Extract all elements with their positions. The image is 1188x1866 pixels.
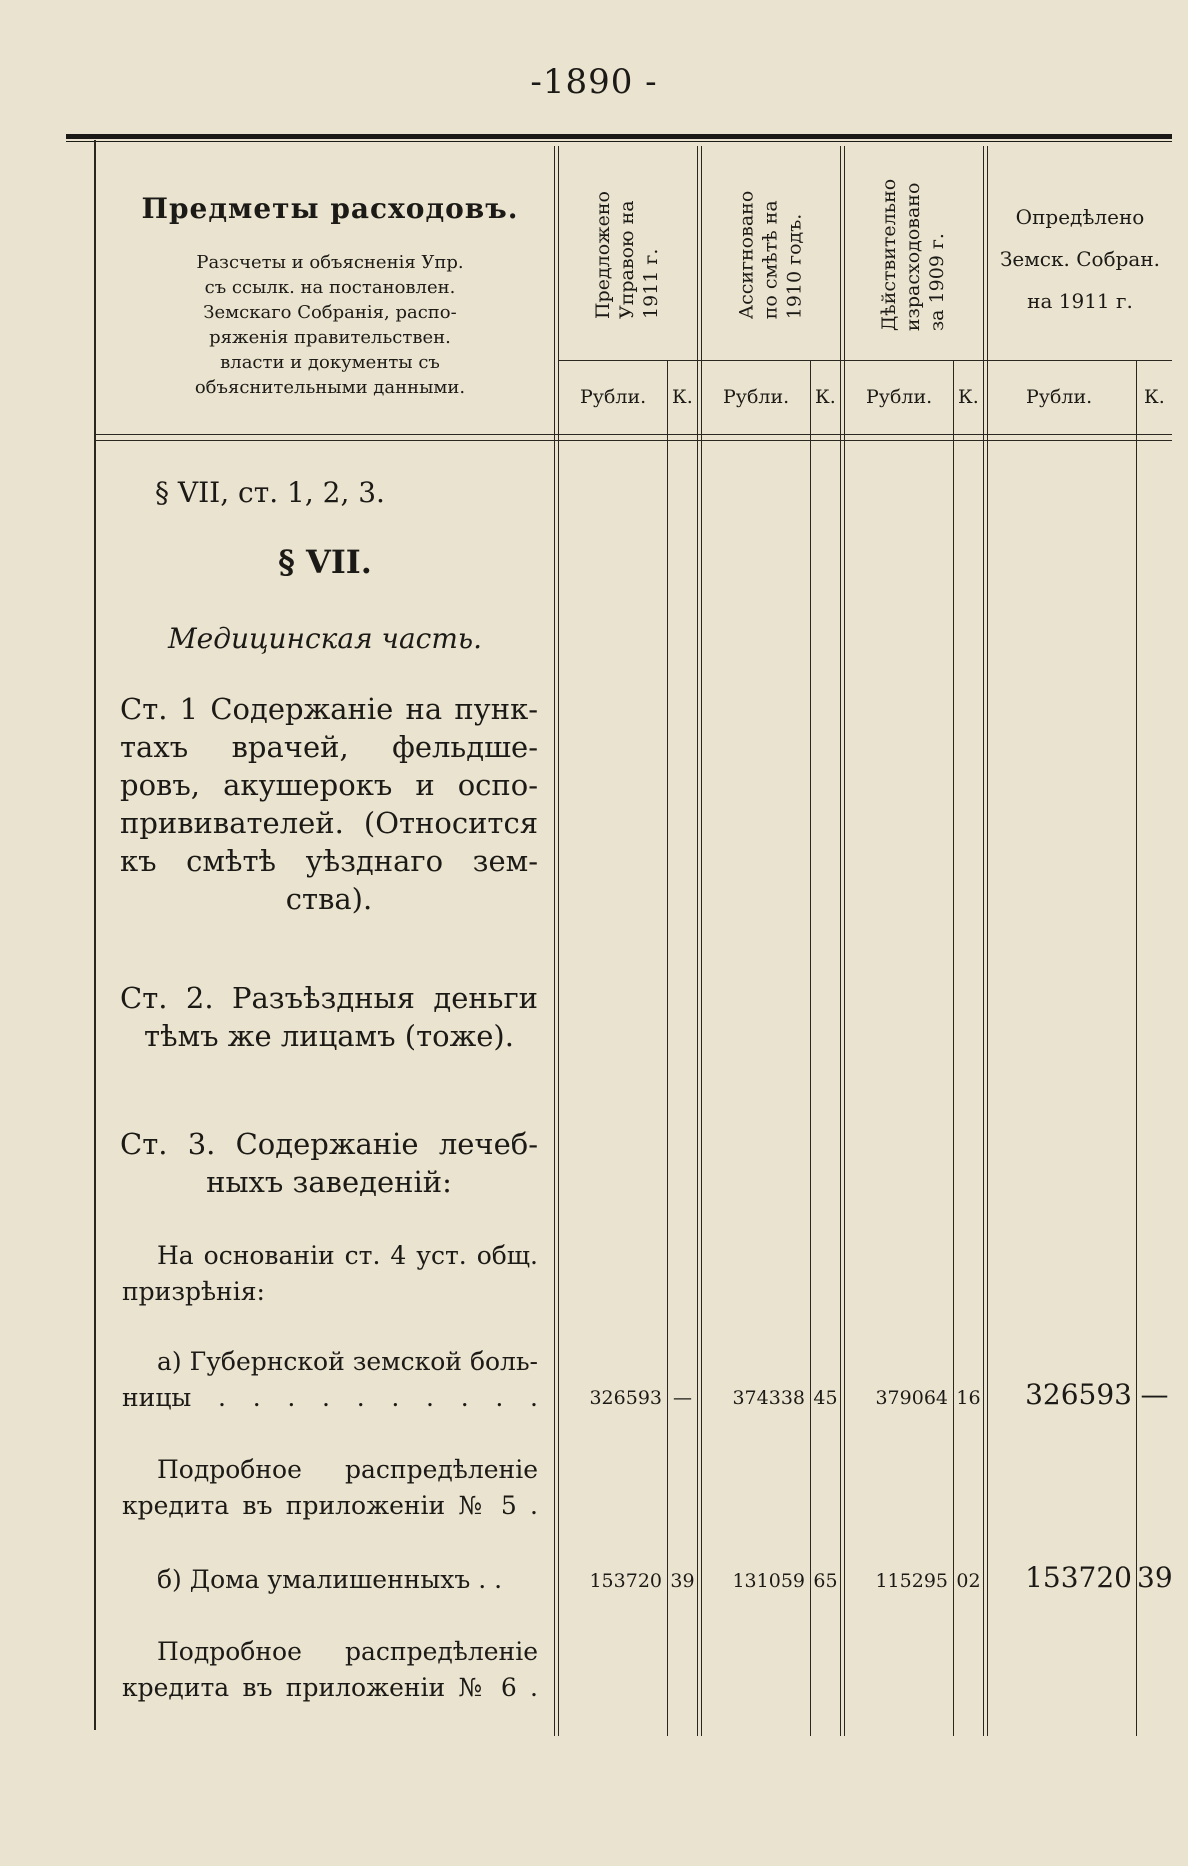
col-line-2b [701, 146, 702, 1736]
col-line-3k [953, 360, 954, 1736]
row-b-approved-rubles: 153720 [1025, 1561, 1132, 1594]
unit-kop-2: К. [815, 386, 836, 408]
row-a-spent-kop: 16 [956, 1387, 981, 1409]
header-bottom-rule-2 [96, 440, 1172, 441]
row-b-proposed-rubles: 153720 [589, 1570, 662, 1592]
header-subtitle: Разсчеты и объясненія Упр. съ ссылк. на постановлен. Земскаго Собранія, распо- ряженія правительствен. власти и документы съ объяснительными данными. [194, 252, 466, 398]
row-b-spent-kop: 02 [956, 1570, 981, 1592]
col-line-4b [987, 146, 988, 1736]
row-a-approved-rubles: 326593 [1025, 1378, 1132, 1411]
row-b-assigned-kop: 65 [813, 1570, 838, 1592]
top-rule [66, 134, 1172, 139]
col-line-4k [1136, 360, 1137, 1736]
col-line-1k [667, 360, 668, 1736]
row-a-proposed-rubles: 326593 [589, 1387, 662, 1409]
header-col3: Дѣйствительно израсходовано за 1909 г. [877, 178, 948, 332]
col-line-3 [840, 146, 841, 1736]
unit-rubles-4: Рубли. [1026, 386, 1093, 408]
item-a: а) Губернской земской боль- ницы . . . . . . . . . . [122, 1347, 538, 1412]
unit-kop-3: К. [958, 386, 979, 408]
col-line-1b [558, 146, 559, 1736]
row-a-spent-rubles: 379064 [875, 1387, 948, 1409]
row-a-approved-kop: — [1140, 1378, 1169, 1411]
header-sub-rule [558, 360, 1172, 361]
col-line-2 [697, 146, 698, 1736]
row-a-assigned-kop: 45 [813, 1387, 838, 1409]
col-line-left [94, 140, 96, 1730]
header-title: Предметы расходовъ. [141, 192, 519, 225]
col-line-1 [554, 146, 555, 1736]
col-line-3b [844, 146, 845, 1736]
basis-text: На основаніи ст. 4 уст. общ. призрѣнія: [122, 1241, 538, 1306]
header-col4: Опредѣлено Земск. Собран. на 1911 г. [999, 205, 1161, 313]
section-ref: § VII, ст. 1, 2, 3. [155, 476, 385, 509]
unit-rubles-3: Рубли. [866, 386, 933, 408]
col-line-2k [810, 360, 811, 1736]
header-col1: Предложено Управою на 1911 г. [591, 190, 662, 320]
top-rule-thin [66, 141, 1172, 142]
row-a-proposed-kop: — [673, 1387, 692, 1409]
article-2: Ст. 2. Разъѣздныя деньги тѣмъ же лицамъ (тоже). [120, 981, 538, 1053]
article-3: Ст. 3. Содержаніе лечеб- ныхъ заведеній: [120, 1127, 538, 1199]
row-b-spent-rubles: 115295 [875, 1570, 948, 1592]
note-b: Подробное распредѣленіе кредита въ приложеніи № 6 . [122, 1637, 538, 1702]
section-heading: § VII. [278, 543, 372, 581]
unit-kop-4: К. [1144, 386, 1165, 408]
note-a: Подробное распредѣленіе кредита въ приложеніи № 5 . [122, 1455, 538, 1520]
row-b-approved-kop: 39 [1137, 1561, 1173, 1594]
row-b-proposed-kop: 39 [670, 1570, 695, 1592]
row-b-assigned-rubles: 131059 [732, 1570, 805, 1592]
page-number: -1890 - [530, 62, 658, 102]
header-col2: Ассигновано по смѣтѣ на 1910 годъ. [735, 190, 805, 320]
section-title: Медицинская часть. [167, 622, 483, 655]
row-a-assigned-rubles: 374338 [732, 1387, 805, 1409]
article-1: Ст. 1 Содержаніе на пунк- тахъ врачей, фельдше- ровъ, акушерокъ и оспо- прививателей. (Относится къ смѣтѣ уѣзднаго зем- ства). [120, 692, 538, 916]
col-line-4 [983, 146, 984, 1736]
header-bottom-rule [96, 434, 1172, 435]
unit-kop-1: К. [672, 386, 693, 408]
unit-rubles-1: Рубли. [580, 386, 647, 408]
item-b: б) Дома умалишенныхъ . . [157, 1565, 503, 1594]
unit-rubles-2: Рубли. [723, 386, 790, 408]
